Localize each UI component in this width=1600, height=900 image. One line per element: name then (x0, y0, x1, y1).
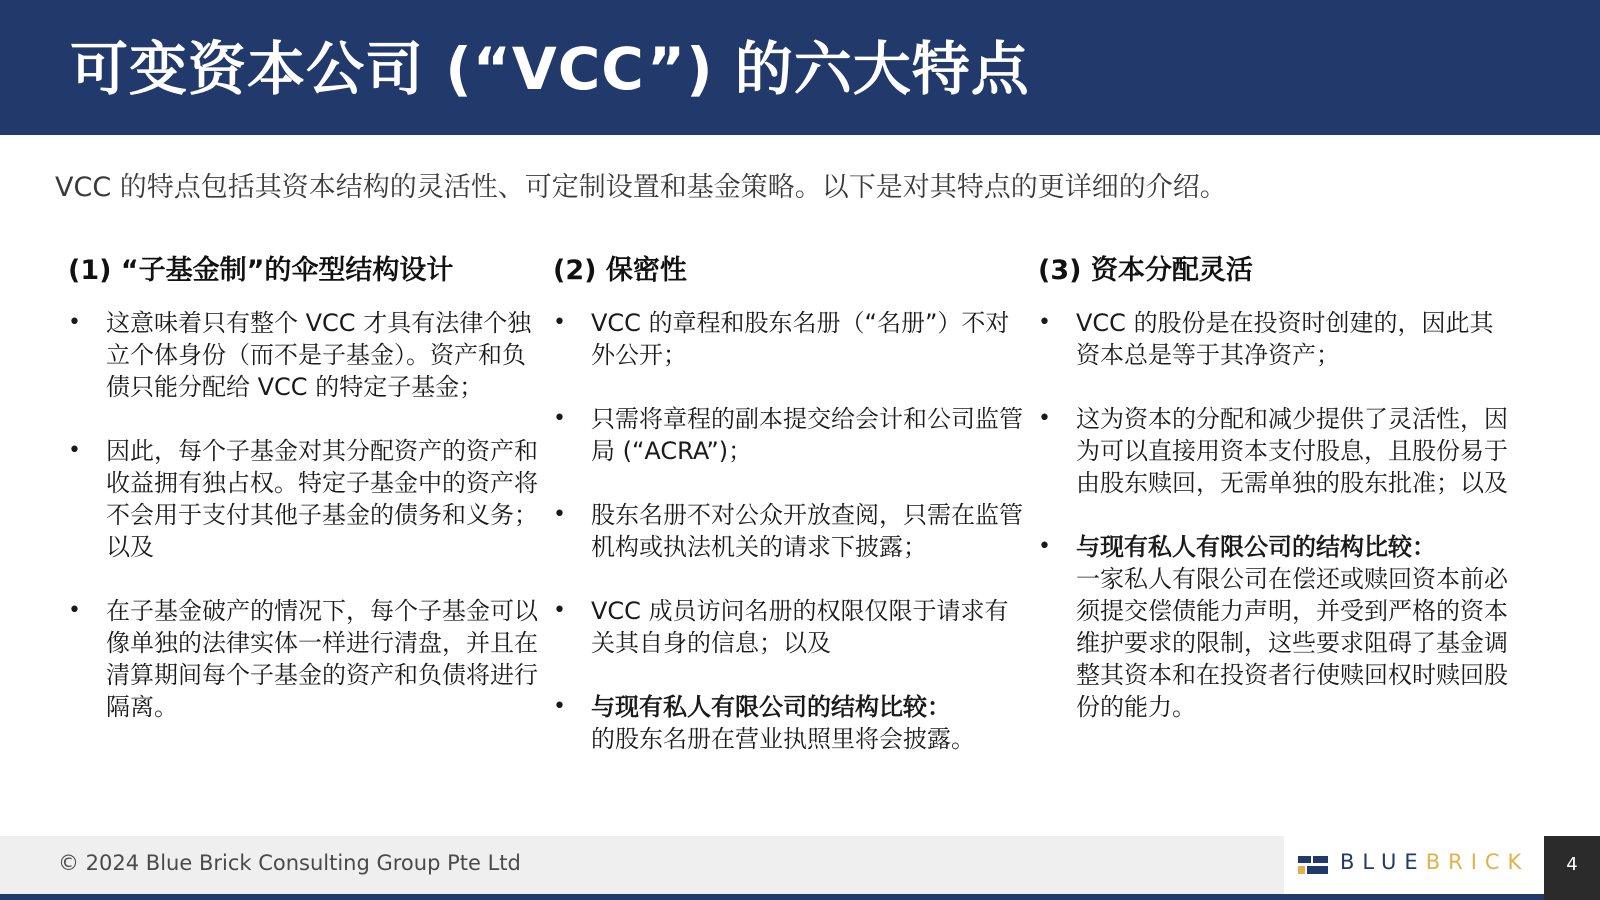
list-item (68, 435, 538, 563)
feature-column-1 (68, 248, 538, 755)
logo (1284, 836, 1544, 894)
list-item (553, 403, 1023, 467)
header-bar (0, 0, 1600, 135)
list-item (68, 307, 538, 403)
logo-text-gold: BRICK (1425, 850, 1530, 874)
list-item (68, 595, 538, 723)
intro-text: VCC 的特点包括其资本结构的灵活性、可定制设置和基金策略。以下是对其特点的更详细的介绍。 (55, 172, 1227, 203)
column-heading: (3) 资本分配灵活 (1038, 255, 1253, 286)
bottom-strip (0, 894, 1544, 900)
column-heading: (2) 保密性 (553, 255, 687, 286)
page-number: 4 (1544, 836, 1600, 900)
column-heading: (1) “子基金制”的伞型结构设计 (68, 255, 454, 286)
feature-column-2 (553, 248, 1023, 787)
bullet-text: VCC 的章程和股东名册（“名册”）不对外公开； (591, 309, 1010, 369)
logo-text-blue: BLUE (1340, 850, 1426, 874)
bullet-list (68, 307, 538, 723)
bullet-text: VCC 的股份是在投资时创建的，因此其资本总是等于其净资产； (1076, 309, 1494, 369)
bullet-lead: • 与现有私人有限公司的结构比较： (591, 693, 951, 721)
logo-wordmark (1340, 850, 1529, 874)
copyright-text: © 2024 Blue Brick Consulting Group Pte Ltd (58, 851, 521, 875)
list-item (553, 595, 1023, 659)
list-item (1038, 403, 1508, 499)
brick-logo-icon (1298, 856, 1328, 874)
list-item (1038, 531, 1508, 723)
bullet-list (1038, 307, 1508, 723)
bullet-text: 在子基金破产的情况下，每个子基金可以像单独的法律实体一样进行清盘，并且在清算期间每个子基金的资产和负债将进行隔离。 (106, 597, 538, 721)
bullet-text: 因此，每个子基金对其分配资产的资产和收益拥有独占权。特定子基金中的资产将不会用于支付其他子基金的债务和义务；以及 (106, 437, 538, 561)
bullet-lead: • 与现有私人有限公司的结构比较： (1076, 533, 1436, 561)
bullet-text: 的股东名册在营业执照里将会披露。 (591, 725, 975, 753)
list-item (553, 691, 1023, 755)
list-item (553, 307, 1023, 371)
bullet-text: 股东名册不对公众开放查阅，只需在监管机构或执法机关的请求下披露； (591, 501, 1023, 561)
bullet-text: 一家私人有限公司在偿还或赎回资本前必须提交偿债能力声明，并受到严格的资本维护要求的限制，这些要求阻碍了基金调整其资本和在投资者行使赎回权时赎回股份的能力。 (1076, 565, 1508, 721)
bullet-text: VCC 成员访问名册的权限仅限于请求有关其自身的信息；以及 (591, 597, 1009, 657)
bullet-text: 这为资本的分配和减少提供了灵活性，因为可以直接用资本支付股息，且股份易于由股东赎回，无需单独的股东批准；以及 (1076, 405, 1508, 497)
list-item (1038, 307, 1508, 371)
bullet-text: 只需将章程的副本提交给会计和公司监管局 (“ACRA”)； (591, 405, 1023, 465)
bullet-list (553, 307, 1023, 755)
page-title: 可变资本公司 (“VCC”) 的六大特点 (70, 35, 1030, 103)
list-item (553, 499, 1023, 563)
bullet-text: 这意味着只有整个 VCC 才具有法律个独立个体身份（而不是子基金）。资产和负债只能分配给 VCC 的特定子基金； (106, 309, 532, 401)
feature-column-3 (1038, 248, 1508, 755)
